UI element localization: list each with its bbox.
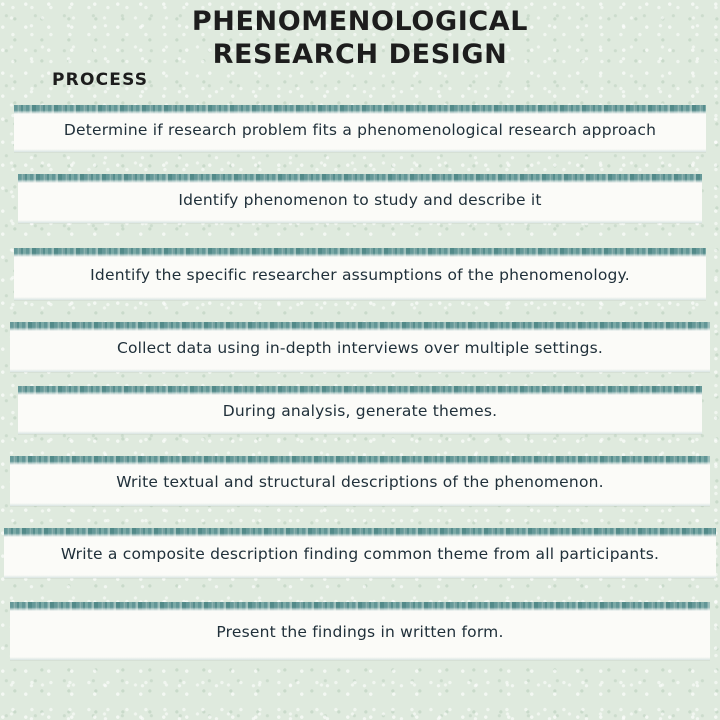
process-step-label: Collect data using in-depth interviews over multiple settings. <box>116 339 604 358</box>
title-line-1: PHENOMENOLOGICAL <box>191 6 529 37</box>
process-step <box>18 174 702 223</box>
process-step-label: Write textual and structural descriptions of the phenomenon. <box>116 473 604 492</box>
process-step-label: Determine if research problem fits a phenomenological research approach <box>63 120 657 139</box>
page-title <box>0 0 720 72</box>
process-step-label: During analysis, generate themes. <box>222 402 498 421</box>
process-step <box>14 248 706 300</box>
section-label-process: PROCESS <box>52 70 149 90</box>
process-step <box>14 105 706 152</box>
process-step <box>4 528 716 578</box>
process-step-label: Identify the specific researcher assumptions of the phenomenology. <box>90 266 630 285</box>
title-line-2: RESEARCH DESIGN <box>212 38 508 70</box>
process-step <box>18 386 702 434</box>
process-step-label: Write a composite description finding common theme from all participants. <box>60 545 660 564</box>
process-step-list <box>0 97 720 660</box>
process-step-label: Present the findings in written form. <box>216 623 504 642</box>
process-step-label: Identify phenomenon to study and describe it <box>178 190 542 209</box>
process-step <box>10 602 710 660</box>
process-step <box>10 322 710 372</box>
process-step <box>10 456 710 506</box>
